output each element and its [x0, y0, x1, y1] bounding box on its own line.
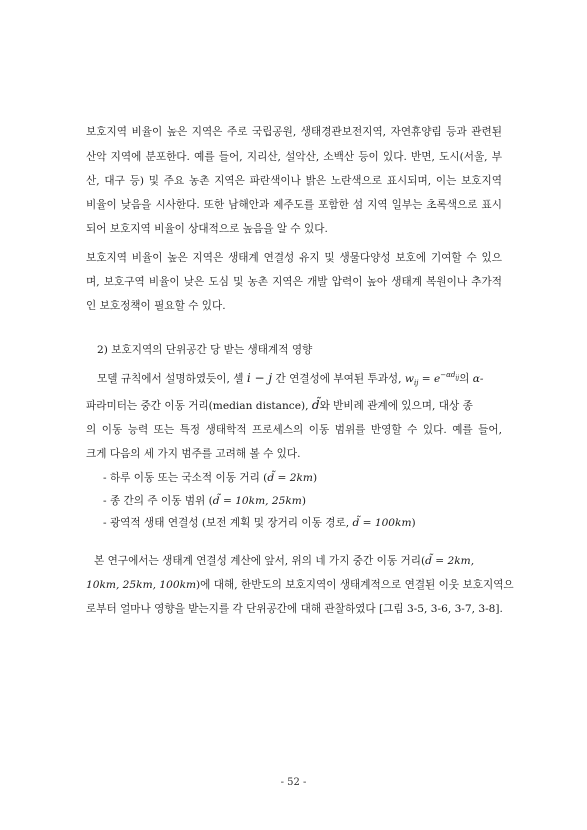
math-span: 10km, 25km, 100km — [86, 579, 197, 591]
text-line: 보호지역 비율이 높은 지역은 주로 국립공원, 생태경관보전지역, 자연휴양림 등과 관련된 — [86, 126, 502, 138]
bullet-math: d̃ = 100km — [352, 517, 412, 529]
math-alpha: α- — [472, 373, 484, 385]
bullet-math: d̃ = 10km, 25km — [212, 495, 302, 507]
list-item — [103, 493, 306, 508]
math-sup-sub: ij — [455, 374, 460, 382]
math-span: d̃ = 2km, — [425, 555, 475, 567]
text-span: 파라미터는 중간 이동 거리(median distance), — [86, 400, 312, 412]
text-line: 의 이동 능력 또는 특정 생태학적 프로세스의 이동 범위를 반영할 수 있다. 예를 들어, — [86, 424, 502, 436]
bullet-math: d̃ = 2km — [267, 472, 313, 484]
text-line: 되어 보호지역 비율이 상대적으로 높음을 알 수 있다. — [86, 223, 328, 235]
text-span: 모델 규칙에서 설명하였듯이, 셀 — [97, 373, 247, 385]
text-line: 크게 다음의 세 가지 범주를 고려해 볼 수 있다. — [86, 448, 301, 460]
text-line — [97, 371, 502, 387]
text-line — [94, 553, 502, 568]
text-line: 로부터 얼마나 영향을 받는지를 각 단위공간에 대해 관찰하였다 [그림 3-5, 3-6, 3-7, 3-8]. — [86, 603, 503, 615]
text-span: 의 — [459, 373, 473, 385]
text-span: 간 연결성에 부여된 투과성, — [272, 373, 405, 385]
bullet-end: ) — [411, 517, 416, 529]
text-span: 와 반비례 관계에 있으며, 대상 종 — [319, 400, 473, 412]
list-item — [103, 470, 317, 485]
bullet-text: - 하루 이동 또는 국소적 이동 거리 ( — [103, 472, 268, 484]
text-line: 산악 지역에 분포한다. 예를 들어, 지리산, 설악산, 소백산 등이 있다. 반면, 도시(서울, 부 — [86, 151, 502, 163]
text-line: 인 보호정책이 필요할 수 있다. — [86, 300, 226, 312]
text-line — [86, 577, 514, 592]
text-line: 보호지역 비율이 높은 지역은 생태계 연결성 유지 및 생물다양성 보호에 기여할 수 있으 — [86, 252, 502, 264]
math-d-tilde: d̃ — [311, 398, 320, 412]
math-w: w — [404, 373, 414, 385]
text-span: 본 연구에서는 생태계 연결성 계산에 앞서, 위의 네 가지 중간 이동 거리( — [94, 555, 426, 567]
text-span: )에 대해, 한반도의 보호지역이 생태계적으로 연결된 이웃 보호지역으 — [196, 579, 514, 591]
math-sub: ij — [413, 379, 419, 388]
section-heading: 2) 보호지역의 단위공간 당 받는 생태계적 영향 — [97, 344, 313, 356]
math-eq: = e — [418, 373, 441, 385]
bullet-text: - 광역적 생태 연결성 (보전 계획 및 장거리 이동 경로, — [103, 517, 353, 529]
bullet-end: ) — [312, 472, 318, 484]
page-number: - 52 - — [280, 777, 307, 788]
math-sup-text: −αd — [440, 371, 456, 380]
math-i-j: i − j — [246, 371, 273, 385]
text-line: 산, 대구 등) 및 주요 농촌 지역은 파란색이나 밝은 노란색으로 표시되며, 이는 보호지역 — [86, 175, 502, 187]
bullet-text: - 종 간의 주 이동 범위 ( — [103, 495, 213, 507]
text-line — [86, 398, 502, 413]
math-sup — [440, 371, 460, 382]
bullet-end: ) — [301, 495, 306, 507]
text-line: 비율이 낮음을 시사한다. 또한 남해안과 제주도를 포함한 섬 지역 일부는 초록색으로 표시 — [86, 199, 502, 211]
list-item — [103, 515, 416, 530]
text-line: 며, 보호구역 비율이 낮은 도심 및 농촌 지역은 개발 압력이 높아 생태계 복원이나 추가적 — [86, 276, 502, 288]
